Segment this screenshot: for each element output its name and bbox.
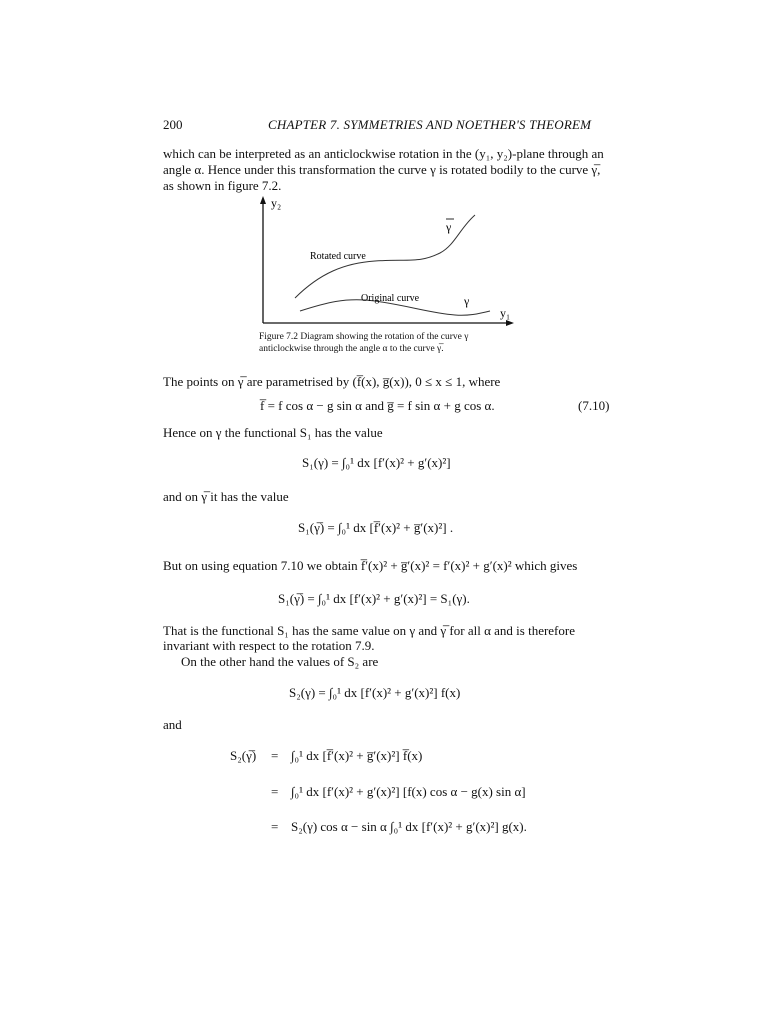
rotation-figure [250,193,520,333]
equation-s1-equal: S₁(γ̅) = ∫₀¹ dx [f′(x)² + g′(x)²] = S₁(γ). [278,591,470,606]
intro-line-3: as shown in figure 7.2. [163,178,282,193]
that-line-1: That is the functional S₁ has the same value on γ and γ̅ for all α and is therefore [163,623,575,638]
and-on-line: and on γ̅ it has the value [163,489,289,504]
original-curve-label: Original curve [361,293,420,304]
equation-s2-row-3: S₂(γ) cos α − sin α ∫₀¹ dx [f′(x)² + g′(x)²] g(x). [291,819,527,834]
that-line-2: invariant with respect to the rotation 7.9. [163,638,375,653]
x-axis-label: y₁ [500,306,511,320]
equation-s2-gamma: S₂(γ) = ∫₀¹ dx [f′(x)² + g′(x)²] f(x) [289,685,461,700]
equals-sign-3: = [271,819,279,834]
equation-number-7-10: (7.10) [578,398,610,413]
rotated-curve-label: Rotated curve [310,251,366,262]
hence-line: Hence on γ the functional S₁ has the value [163,425,383,440]
y-axis-label: y₂ [271,196,282,210]
gamma-label: γ [464,294,470,308]
x-axis-arrow-icon [506,320,514,326]
but-line: But on using equation 7.10 we obtain f̅′(x)² + g̅′(x)² = f′(x)² + g′(x)² which gives [163,558,578,573]
figure-caption-line-1: Figure 7.2 Diagram showing the rotation of the curve γ [259,332,469,342]
intro-line-2: angle α. Hence under this transformation the curve γ is rotated bodily to the curve γ̅, [163,162,601,177]
y-axis-arrow-icon [260,196,266,204]
and-word: and [163,717,182,732]
equation-7-10: f̅ = f cos α − g sin α and g̅ = f sin α + g cos α. [260,398,495,413]
other-line: On the other hand the values of S₂ are [181,654,379,669]
figure-caption-line-2: anticlockwise through the angle α to the curve γ̅. [259,344,444,354]
equation-s1-gammabar: S₁(γ̅) = ∫₀¹ dx [f̅′(x)² + g̅′(x)²] . [298,520,454,535]
equation-s2-row-1: ∫₀¹ dx [f̅′(x)² + g̅′(x)²] f̅(x) [291,748,423,763]
gamma-bar-label: γ [446,220,452,234]
equation-s2-lhs: S₂(γ̅) [230,748,257,763]
page-number: 200 [163,117,183,132]
equals-sign-1: = [271,748,279,763]
equals-sign-2: = [271,784,279,799]
equation-s2-row-2: ∫₀¹ dx [f′(x)² + g′(x)²] [f(x) cos α − g(x) sin α] [291,784,526,799]
points-line: The points on γ̅ are parametrised by (f̅(x), g̅(x)), 0 ≤ x ≤ 1, where [163,374,501,389]
running-title: CHAPTER 7. SYMMETRIES AND NOETHER'S THEOREM [268,117,592,132]
figure-caption [259,331,468,355]
intro-line-1: which can be interpreted as an anticlockwise rotation in the (y₁, y₂)-plane through an [163,146,604,161]
equation-s1-gamma: S₁(γ) = ∫₀¹ dx [f′(x)² + g′(x)²] [302,455,451,470]
